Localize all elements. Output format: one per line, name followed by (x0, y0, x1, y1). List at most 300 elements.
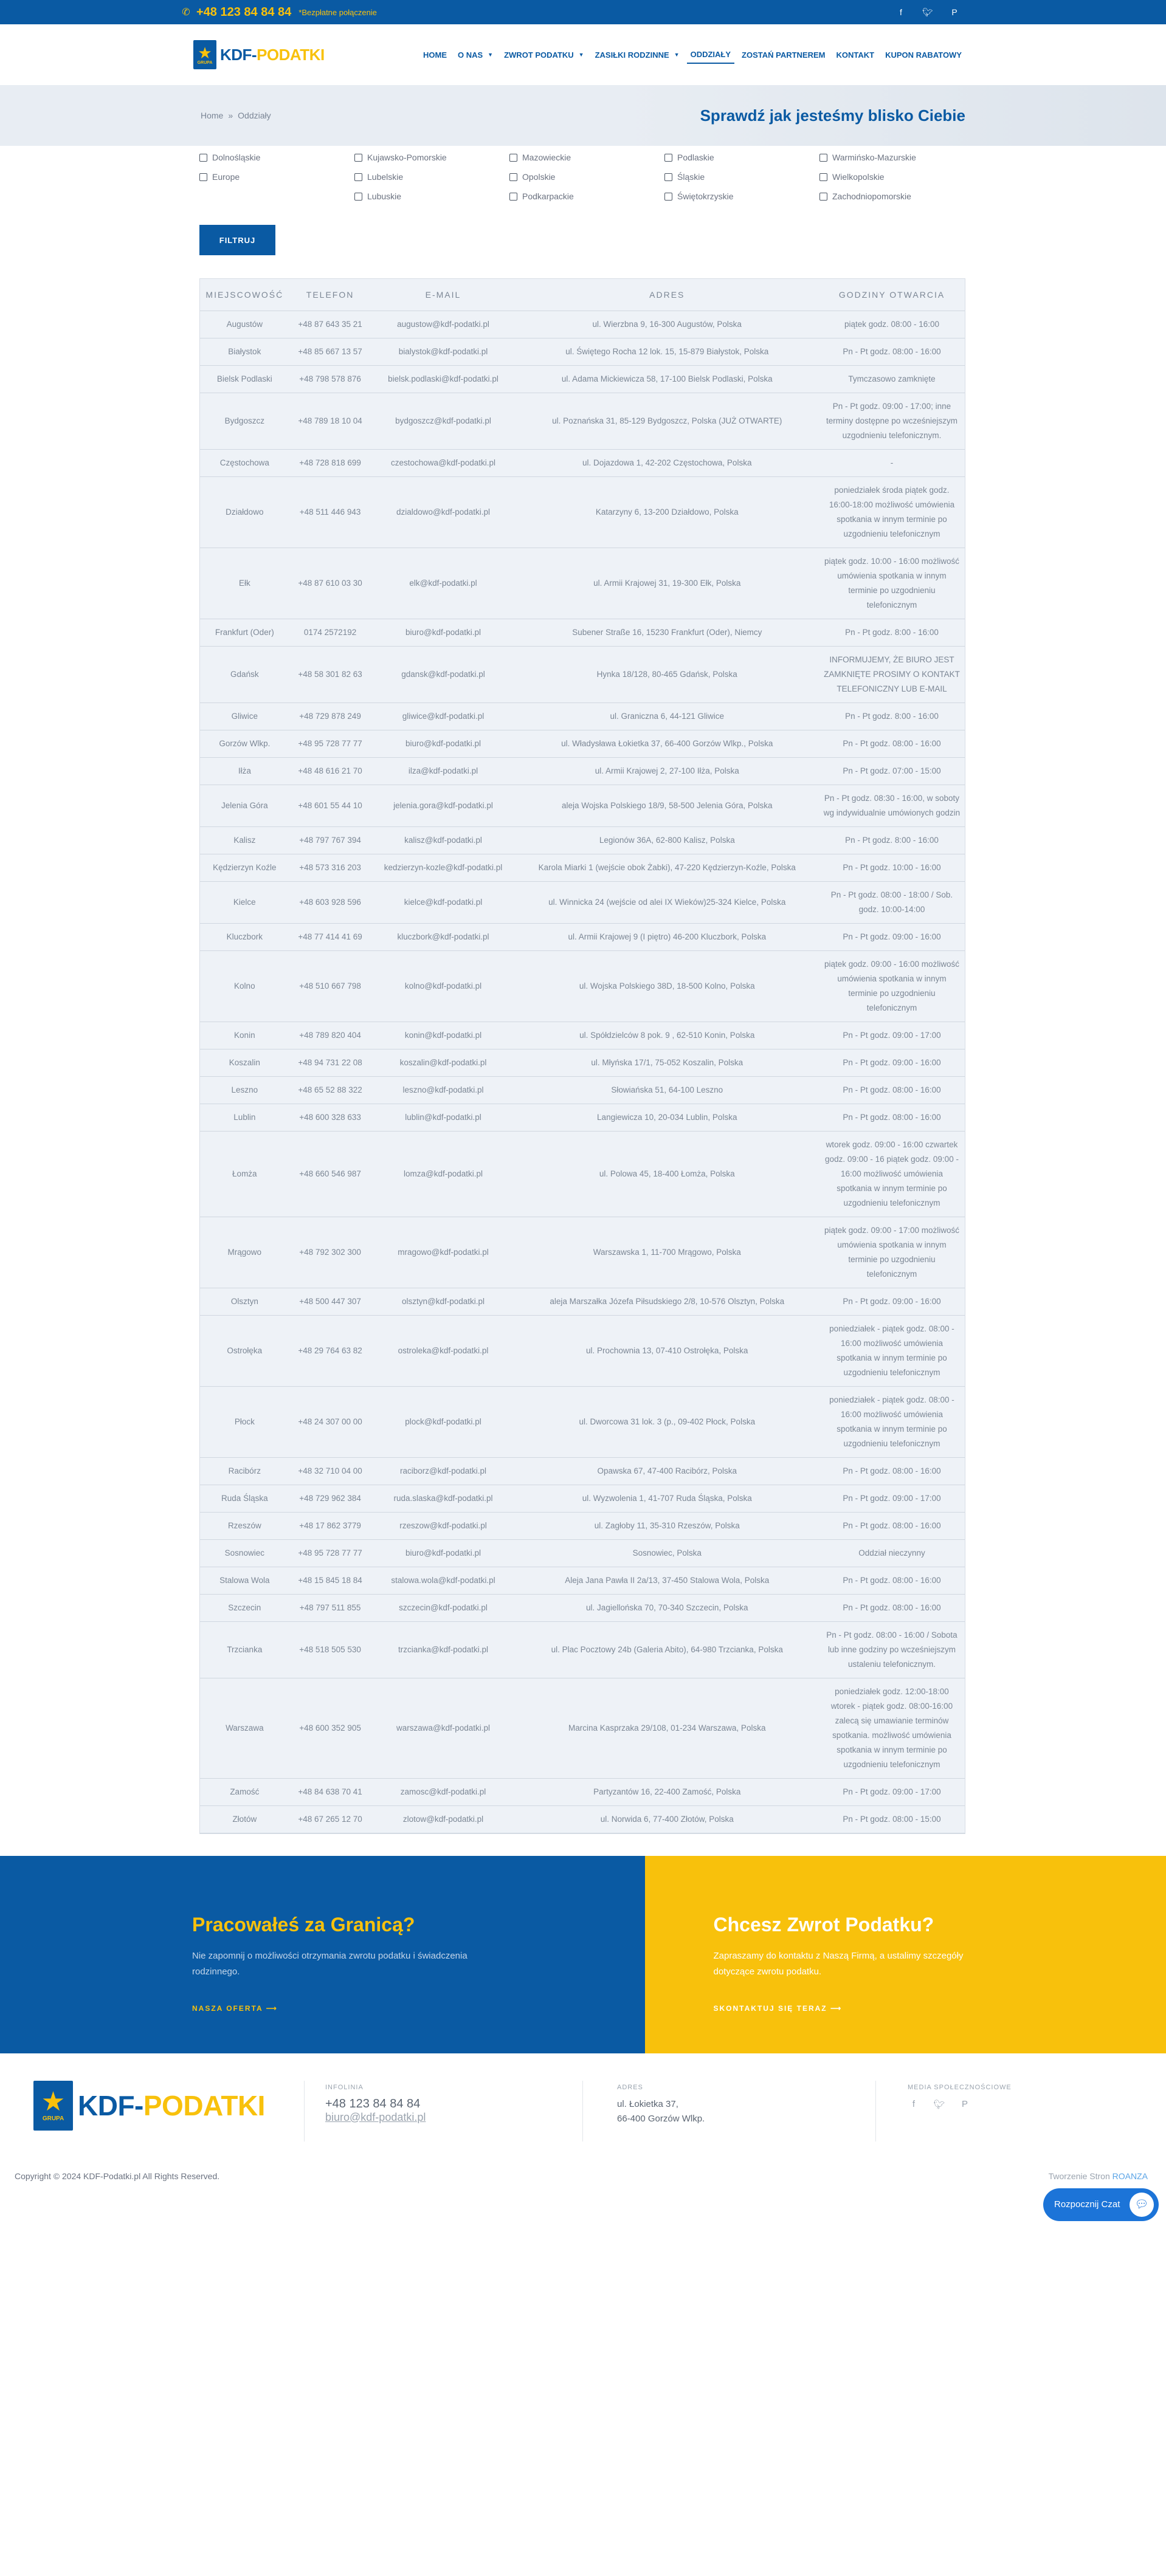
pinterest-icon[interactable]: P (951, 7, 957, 17)
cell-phone[interactable]: 0174 2572192 (289, 619, 371, 646)
cell-address: ul. Młyńska 17/1, 75-052 Koszalin, Polska (516, 1049, 819, 1076)
table-row (200, 365, 965, 393)
cell-email[interactable]: stalowa.wola@kdf-podatki.pl (371, 1567, 515, 1594)
filter-checkbox-4[interactable] (199, 151, 354, 164)
cell-hours: poniedziałek godz. 12:00-18:00 wtorek - piątek godz. 08:00-16:00 zalecą się umawianie terminów spotkania. możliwość umówienia spotkania w innym terminie po uzgodnieniu telefonicznym (819, 1678, 965, 1778)
footer-social (908, 2084, 1012, 2111)
table-row (200, 730, 965, 757)
footer-email[interactable]: biuro@kdf-podatki.pl (325, 2111, 426, 2123)
cell-city: Gorzów Wlkp. (200, 730, 289, 757)
table-row (200, 1049, 965, 1076)
top-social-links (894, 5, 961, 19)
cell-address: aleja Marszałka Józefa Piłsudskiego 2/8, 10-576 Olsztyn, Polska (516, 1288, 819, 1315)
region-filters (0, 146, 1166, 203)
table-row (200, 646, 965, 702)
cell-city: Mrągowo (200, 1217, 289, 1288)
cell-email[interactable]: konin@kdf-podatki.pl (371, 1022, 515, 1049)
filter-label: Zachodniopomorskie (832, 191, 911, 201)
cell-address: ul. Wierzbna 9, 16-300 Augustów, Polska (516, 311, 819, 338)
cell-city: Stalowa Wola (200, 1567, 289, 1594)
address-label: ADRES (617, 2083, 643, 2091)
filter-checkbox-12[interactable] (664, 190, 819, 203)
cell-city: Augustów (200, 311, 289, 338)
cell-address: Subener Straße 16, 15230 Frankfurt (Oder), Niemcy (516, 619, 819, 646)
footer-phone[interactable]: +48 123 84 84 84 (325, 2097, 421, 2111)
cell-phone[interactable]: +48 65 52 88 322 (289, 1076, 371, 1104)
cell-hours: Pn - Pt godz. 08:00 - 16:00 (819, 1512, 965, 1539)
cell-address: ul. Graniczna 6, 44-121 Gliwice (516, 702, 819, 730)
cell-email[interactable]: kluczbork@kdf-podatki.pl (371, 923, 515, 950)
cell-hours: Pn - Pt godz. 08:00 - 15:00 (819, 1805, 965, 1833)
filter-label: Podkarpackie (522, 191, 574, 201)
cell-hours: Pn - Pt godz. 08:00 - 16:00 (819, 1076, 965, 1104)
cell-email[interactable]: gdansk@kdf-podatki.pl (371, 646, 515, 702)
cell-phone[interactable]: +48 15 845 18 84 (289, 1567, 371, 1594)
cell-hours: Tymczasowo zamknięte (819, 365, 965, 393)
cell-phone[interactable]: +48 510 667 798 (289, 950, 371, 1022)
cell-phone[interactable]: +48 84 638 70 41 (289, 1778, 371, 1805)
checkbox-icon[interactable] (354, 173, 362, 181)
cell-email[interactable]: czestochowa@kdf-podatki.pl (371, 449, 515, 476)
cell-email[interactable]: kolno@kdf-podatki.pl (371, 950, 515, 1022)
cell-email[interactable]: bialystok@kdf-podatki.pl (371, 338, 515, 365)
filter-label: Kujawsko-Pomorskie (367, 153, 447, 162)
cell-email[interactable]: kedzierzyn-kozle@kdf-podatki.pl (371, 854, 515, 881)
facebook-icon[interactable]: f (912, 2099, 916, 2109)
table-row (200, 923, 965, 950)
table-row (200, 1621, 965, 1678)
filter-checkbox-13[interactable] (819, 190, 975, 203)
cell-email[interactable]: warszawa@kdf-podatki.pl (371, 1678, 515, 1778)
cta-abroad (0, 1856, 645, 2053)
filter-label: Lubuskie (367, 191, 402, 201)
cell-phone[interactable]: +48 603 928 596 (289, 881, 371, 923)
cell-hours: Pn - Pt godz. 09:00 - 16:00 (819, 923, 965, 950)
cta-section (0, 1856, 1166, 2053)
table-row (200, 548, 965, 619)
cell-city: Lublin (200, 1104, 289, 1131)
cell-hours: INFORMUJEMY, ŻE BIURO JEST ZAMKNIĘTE PROSIMY O KONTAKT TELEFONICZNY LUB E-MAIL (819, 646, 965, 702)
checkbox-icon[interactable] (509, 193, 517, 201)
cell-email[interactable]: augustow@kdf-podatki.pl (371, 311, 515, 338)
column-header: E-MAIL (371, 279, 515, 311)
cell-phone[interactable]: +48 789 18 10 04 (289, 393, 371, 449)
checkbox-icon[interactable] (509, 154, 517, 162)
filter-label: Dolnośląskie (212, 153, 261, 162)
cell-city: Kielce (200, 881, 289, 923)
cell-phone[interactable]: +48 600 352 905 (289, 1678, 371, 1778)
filter-checkbox-0[interactable] (354, 151, 509, 164)
cell-phone[interactable]: +48 789 820 404 (289, 1022, 371, 1049)
nav-item-7[interactable] (881, 47, 965, 63)
cell-email[interactable]: zamosc@kdf-podatki.pl (371, 1778, 515, 1805)
checkbox-icon[interactable] (664, 173, 672, 181)
checkbox-icon[interactable] (664, 193, 672, 201)
cell-email[interactable]: ilza@kdf-podatki.pl (371, 757, 515, 785)
cell-city: Warszawa (200, 1678, 289, 1778)
site-logo[interactable] (193, 40, 325, 69)
cell-hours: Pn - Pt godz. 08:00 - 16:00 (819, 338, 965, 365)
cell-phone[interactable]: +48 29 764 63 82 (289, 1315, 371, 1386)
nav-item-6[interactable] (833, 47, 878, 63)
filter-label: Europe (212, 172, 240, 182)
cell-city: Sosnowiec (200, 1539, 289, 1567)
cell-phone[interactable]: +48 67 265 12 70 (289, 1805, 371, 1833)
checkbox-icon[interactable] (819, 193, 827, 201)
table-row (200, 785, 965, 826)
cell-city: Szczecin (200, 1594, 289, 1621)
cell-hours: Pn - Pt godz. 09:00 - 16:00 (819, 1288, 965, 1315)
cell-email[interactable]: plock@kdf-podatki.pl (371, 1386, 515, 1457)
star-icon: ★ (41, 2087, 66, 2117)
filter-label: Świętokrzyskie (677, 191, 734, 201)
cell-phone[interactable]: +48 87 610 03 30 (289, 548, 371, 619)
table-row (200, 1485, 965, 1512)
nav-item-label: HOME (423, 50, 447, 60)
chat-bubble-icon: 💬︎ (1130, 2193, 1154, 2217)
table-row (200, 619, 965, 646)
cell-hours: poniedziałek - piątek godz. 08:00 - 16:00 możliwość umówienia spotkania w innym terminie po uzgodnieniu telefonicznym (819, 1315, 965, 1386)
cta-offer-link[interactable]: NASZA OFERTA ⟶ (192, 2004, 278, 2013)
cell-email[interactable]: gliwice@kdf-podatki.pl (371, 702, 515, 730)
cell-hours: poniedziałek - piątek godz. 08:00 - 16:00 możliwość umówienia spotkania w innym terminie po uzgodnieniu telefonicznym (819, 1386, 965, 1457)
copyright: Copyright © 2024 KDF-Podatki.pl All Rights Reserved. (15, 2171, 220, 2181)
checkbox-icon[interactable] (354, 154, 362, 162)
cell-phone[interactable]: +48 797 767 394 (289, 826, 371, 854)
cta-refund-text: Zapraszamy do kontaktu z Naszą Firmą, a ustalimy szczegóły dotyczące zwrotu podatku. (713, 1950, 964, 1977)
cell-address: Partyzantów 16, 22-400 Zamość, Polska (516, 1778, 819, 1805)
cell-hours: Pn - Pt godz. 09:00 - 17:00; inne terminy dostępne po wcześniejszym uzgodnieniu telefonicznym. (819, 393, 965, 449)
nav-item-label: ZWROT PODATKU (504, 50, 574, 60)
page-hero (0, 85, 1166, 146)
cell-city: Jelenia Góra (200, 785, 289, 826)
chat-widget-button[interactable] (1043, 2188, 1159, 2221)
cell-hours: Pn - Pt godz. 8:00 - 16:00 (819, 826, 965, 854)
cell-phone[interactable]: +48 94 731 22 08 (289, 1049, 371, 1076)
table-row (200, 1104, 965, 1131)
cell-email[interactable]: olsztyn@kdf-podatki.pl (371, 1288, 515, 1315)
checkbox-icon[interactable] (509, 173, 517, 181)
cell-city: Bydgoszcz (200, 393, 289, 449)
filter-button[interactable]: FILTRUJ (199, 225, 275, 255)
column-header: ADRES (516, 279, 819, 311)
table-row (200, 1217, 965, 1288)
cell-address: ul. Prochownia 13, 07-410 Ostrołęka, Polska (516, 1315, 819, 1386)
cell-address: ul. Świętego Rocha 12 lok. 15, 15-879 Białystok, Polska (516, 338, 819, 365)
cell-email[interactable]: dzialdowo@kdf-podatki.pl (371, 476, 515, 548)
phone-icon: ✆ (182, 7, 190, 18)
checkbox-icon[interactable] (199, 154, 207, 162)
cell-hours: Pn - Pt godz. 07:00 - 15:00 (819, 757, 965, 785)
cell-city: Ostrołęka (200, 1315, 289, 1386)
cell-email[interactable]: bielsk.podlaski@kdf-podatki.pl (371, 365, 515, 393)
arrow-right-icon: ⟶ (830, 2004, 843, 2013)
table-row (200, 449, 965, 476)
cell-address: ul. Armii Krajowej 9 (I piętro) 46-200 Kluczbork, Polska (516, 923, 819, 950)
cell-city: Racibórz (200, 1457, 289, 1485)
filter-empty (199, 190, 354, 203)
logo-emblem (193, 40, 216, 69)
filter-checkbox-5[interactable] (354, 170, 509, 184)
cell-address: Warszawska 1, 11-700 Mrągowo, Polska (516, 1217, 819, 1288)
checkbox-icon[interactable] (819, 154, 827, 162)
filter-checkbox-10[interactable] (354, 190, 509, 203)
cell-city: Olsztyn (200, 1288, 289, 1315)
cell-address: Aleja Jana Pawła II 2a/13, 37-450 Stalowa Wola, Polska (516, 1567, 819, 1594)
cell-phone[interactable]: +48 17 862 3779 (289, 1512, 371, 1539)
cell-address: ul. Winnicka 24 (wejście od alei IX Wieków)25-324 Kielce, Polska (516, 881, 819, 923)
filter-checkbox-8[interactable] (819, 170, 975, 184)
cell-hours: piątek godz. 09:00 - 16:00 możliwość umówienia spotkania w innym terminie po uzgodnieniu telefonicznym (819, 950, 965, 1022)
cell-address: ul. Polowa 45, 18-400 Łomża, Polska (516, 1131, 819, 1217)
cell-hours: Pn - Pt godz. 8:00 - 16:00 (819, 619, 965, 646)
cell-phone[interactable]: +48 32 710 04 00 (289, 1457, 371, 1485)
cell-email[interactable]: jelenia.gora@kdf-podatki.pl (371, 785, 515, 826)
facebook-icon[interactable]: f (900, 7, 902, 17)
table-row (200, 311, 965, 338)
cell-address: Karola Miarki 1 (wejście obok Żabki), 47-220 Kędzierzyn-Koźle, Polska (516, 854, 819, 881)
cell-email[interactable]: trzcianka@kdf-podatki.pl (371, 1621, 515, 1678)
cell-address: Legionów 36A, 62-800 Kalisz, Polska (516, 826, 819, 854)
cell-hours: piątek godz. 09:00 - 17:00 możliwość umówienia spotkania w innym terminie po uzgodnieniu telefonicznym (819, 1217, 965, 1288)
site-footer (0, 2053, 1166, 2242)
cell-email[interactable]: biuro@kdf-podatki.pl (371, 730, 515, 757)
pinterest-icon[interactable]: P (961, 2099, 968, 2109)
cell-hours: Pn - Pt godz. 08:00 - 18:00 / Sob. godz. 10:00-14:00 (819, 881, 965, 923)
social-label: MEDIA SPOŁECZNOŚCIOWE (908, 2083, 1012, 2091)
cell-hours: Pn - Pt godz. 08:00 - 16:00 (819, 1457, 965, 1485)
cell-city: Ełk (200, 548, 289, 619)
cell-phone[interactable]: +48 48 616 21 70 (289, 757, 371, 785)
cta-refund (645, 1856, 1166, 2053)
cell-email[interactable]: raciborz@kdf-podatki.pl (371, 1457, 515, 1485)
cell-address: Langiewicza 10, 20-034 Lublin, Polska (516, 1104, 819, 1131)
cell-phone[interactable]: +48 600 328 633 (289, 1104, 371, 1131)
cell-city: Płock (200, 1386, 289, 1457)
cell-phone[interactable]: +48 797 511 855 (289, 1594, 371, 1621)
table-row (200, 702, 965, 730)
cell-address: Marcina Kasprzaka 29/108, 01-234 Warszawa, Polska (516, 1678, 819, 1778)
table-row (200, 1594, 965, 1621)
cell-hours: wtorek godz. 09:00 - 16:00 czwartek godz. 09:00 - 16 piątek godz. 09:00 - 16:00 możliwość umówienia spotkania w innym terminie po uzgodnieniu telefonicznym (819, 1131, 965, 1217)
breadcrumb-home[interactable]: Home (201, 111, 224, 120)
top-bar-contact (181, 5, 377, 19)
nav-item-label: KUPON RABATOWY (885, 50, 962, 60)
cell-address: ul. Armii Krajowej 31, 19-300 Ełk, Polska (516, 548, 819, 619)
credit-link[interactable]: ROANZA (1112, 2171, 1148, 2181)
table-row (200, 1678, 965, 1778)
cell-email[interactable]: lomza@kdf-podatki.pl (371, 1131, 515, 1217)
nav-item-label: O NAS (458, 50, 483, 60)
nav-item-0[interactable] (419, 47, 450, 63)
cell-phone[interactable]: +48 792 302 300 (289, 1217, 371, 1288)
cell-phone[interactable]: +48 518 505 530 (289, 1621, 371, 1678)
cell-phone[interactable]: +48 729 878 249 (289, 702, 371, 730)
cell-hours: Pn - Pt godz. 08:00 - 16:00 (819, 1594, 965, 1621)
filter-label: Śląskie (677, 172, 705, 182)
nav-item-1[interactable] (454, 47, 497, 63)
top-bar (0, 0, 1166, 24)
cell-address: Opawska 67, 47-400 Racibórz, Polska (516, 1457, 819, 1485)
cell-hours: Oddział nieczynny (819, 1539, 965, 1567)
cell-phone[interactable]: +48 58 301 82 63 (289, 646, 371, 702)
cell-city: Łomża (200, 1131, 289, 1217)
cell-address: Katarzyny 6, 13-200 Działdowo, Polska (516, 476, 819, 548)
nav-item-4[interactable] (687, 46, 734, 64)
cell-hours: poniedziałek środa piątek godz. 16:00-18:00 możliwość umówienia spotkania w innym terminie po uzgodnieniu telefonicznym (819, 476, 965, 548)
cell-phone[interactable]: +48 573 316 203 (289, 854, 371, 881)
nav-item-label: KONTAKT (836, 50, 875, 60)
cell-email[interactable]: szczecin@kdf-podatki.pl (371, 1594, 515, 1621)
table-row (200, 338, 965, 365)
cell-address: ul. Dojazdowa 1, 42-202 Częstochowa, Polska (516, 449, 819, 476)
filter-checkbox-1[interactable] (509, 151, 664, 164)
twitter-icon[interactable]: 🐦︎ (933, 2099, 945, 2110)
table-row (200, 1288, 965, 1315)
filter-checkbox-7[interactable] (664, 170, 819, 184)
cell-email[interactable]: elk@kdf-podatki.pl (371, 548, 515, 619)
cell-hours: Pn - Pt godz. 09:00 - 17:00 (819, 1485, 965, 1512)
column-header: GODZINY OTWARCIA (819, 279, 965, 311)
cell-email[interactable]: leszno@kdf-podatki.pl (371, 1076, 515, 1104)
table-row (200, 950, 965, 1022)
cell-phone[interactable]: +48 85 667 13 57 (289, 338, 371, 365)
checkbox-icon[interactable] (664, 154, 672, 162)
twitter-icon[interactable]: 🐦︎ (922, 7, 933, 17)
cell-address: ul. Wojska Polskiego 38D, 18-500 Kolno, Polska (516, 950, 819, 1022)
cell-phone[interactable]: +48 87 643 35 21 (289, 311, 371, 338)
chevron-down-icon: ▼ (488, 52, 494, 58)
cell-hours: piątek godz. 08:00 - 16:00 (819, 311, 965, 338)
cell-city: Leszno (200, 1076, 289, 1104)
table-row (200, 1315, 965, 1386)
cell-address: Słowiańska 51, 64-100 Leszno (516, 1076, 819, 1104)
cell-phone[interactable]: +48 601 55 44 10 (289, 785, 371, 826)
table-header-row (200, 279, 965, 311)
cell-email[interactable]: kalisz@kdf-podatki.pl (371, 826, 515, 854)
table-row (200, 854, 965, 881)
chat-label: Rozpocznij Czat (1054, 2199, 1120, 2210)
nav-item-3[interactable] (592, 47, 683, 63)
cell-city: Kluczbork (200, 923, 289, 950)
cell-email[interactable]: rzeszow@kdf-podatki.pl (371, 1512, 515, 1539)
cell-city: Częstochowa (200, 449, 289, 476)
cell-email[interactable]: biuro@kdf-podatki.pl (371, 1539, 515, 1567)
star-icon: ★ (198, 43, 212, 62)
cell-email[interactable]: biuro@kdf-podatki.pl (371, 619, 515, 646)
logo-grupa-text: GRUPA (42, 2115, 64, 2122)
cell-phone[interactable]: +48 729 962 384 (289, 1485, 371, 1512)
cell-hours: Pn - Pt godz. 08:00 - 16:00 (819, 1104, 965, 1131)
footer-address (617, 2084, 705, 2126)
cell-phone[interactable]: +48 95 728 77 77 (289, 730, 371, 757)
filter-checkbox-2[interactable] (664, 151, 819, 164)
cell-email[interactable]: kielce@kdf-podatki.pl (371, 881, 515, 923)
cell-phone[interactable]: +48 511 446 943 (289, 476, 371, 548)
filter-label: Opolskie (522, 172, 556, 182)
hotline-label: INFOLINIA (325, 2083, 364, 2091)
table-row (200, 757, 965, 785)
nav-item-label: ODDZIAŁY (690, 49, 731, 59)
cell-email[interactable]: ruda.slaska@kdf-podatki.pl (371, 1485, 515, 1512)
table-row (200, 476, 965, 548)
cell-phone[interactable]: +48 24 307 00 00 (289, 1386, 371, 1457)
filter-checkbox-11[interactable] (509, 190, 664, 203)
cell-address: ul. Dworcowa 31 lok. 3 (p., 09-402 Płock, Polska (516, 1386, 819, 1457)
cell-phone[interactable]: +48 95 728 77 77 (289, 1539, 371, 1567)
cell-city: Kolno (200, 950, 289, 1022)
cell-hours: Pn - Pt godz. 08:00 - 16:00 (819, 1567, 965, 1594)
footer-logo[interactable] (33, 2081, 265, 2131)
nav-item-2[interactable] (500, 47, 588, 63)
nav-item-5[interactable] (738, 47, 829, 63)
cell-phone[interactable]: +48 660 546 987 (289, 1131, 371, 1217)
footer-divider (304, 2081, 305, 2142)
cell-hours: Pn - Pt godz. 08:00 - 16:00 / Sobota lub inne godziny po wcześniejszym ustaleniu telefonicznym. (819, 1621, 965, 1678)
table-row (200, 1778, 965, 1805)
cell-email[interactable]: bydgoszcz@kdf-podatki.pl (371, 393, 515, 449)
breadcrumb-current: Oddziały (238, 111, 271, 120)
cell-phone[interactable]: +48 798 578 876 (289, 365, 371, 393)
cell-phone[interactable]: +48 500 447 307 (289, 1288, 371, 1315)
cell-city: Bielsk Podlaski (200, 365, 289, 393)
cell-city: Gdańsk (200, 646, 289, 702)
filter-checkbox-9[interactable] (199, 170, 354, 184)
table-row (200, 1457, 965, 1485)
cell-hours: piątek godz. 10:00 - 16:00 możliwość umówienia spotkania w innym terminie po uzgodnieniu telefonicznym (819, 548, 965, 619)
checkbox-icon[interactable] (819, 173, 827, 181)
logo-wordmark: KDF-PODATKI (220, 45, 325, 64)
cell-hours: Pn - Pt godz. 08:30 - 16:00, w soboty wg indywidualnie umówionych godzin (819, 785, 965, 826)
filter-label: Warmińsko-Mazurskie (832, 153, 916, 162)
cta-abroad-text: Nie zapomnij o możliwości otrzymania zwrotu podatku i świadczenia rodzinnego. (192, 1950, 467, 1977)
cell-email[interactable]: zlotow@kdf-podatki.pl (371, 1805, 515, 1833)
nav-item-label: ZOSTAŃ PARTNEREM (742, 50, 826, 60)
table-row (200, 1131, 965, 1217)
page-title: Sprawdź jak jesteśmy blisko Ciebie (700, 106, 965, 125)
cell-email[interactable]: lublin@kdf-podatki.pl (371, 1104, 515, 1131)
logo-grupa-text: GRUPA (197, 60, 213, 65)
cell-hours: Pn - Pt godz. 08:00 - 16:00 (819, 730, 965, 757)
filter-label: Mazowieckie (522, 153, 571, 162)
cell-email[interactable]: mragowo@kdf-podatki.pl (371, 1217, 515, 1288)
cell-address: ul. Zagłoby 11, 35-310 Rzeszów, Polska (516, 1512, 819, 1539)
free-call-note: *Bezpłatne połączenie (298, 7, 377, 17)
chevron-down-icon: ▼ (674, 52, 680, 58)
cell-city: Konin (200, 1022, 289, 1049)
cell-address: ul. Władysława Łokietka 37, 66-400 Gorzów Wlkp., Polska (516, 730, 819, 757)
table-row (200, 1539, 965, 1567)
checkbox-icon[interactable] (199, 173, 207, 181)
cell-email[interactable]: koszalin@kdf-podatki.pl (371, 1049, 515, 1076)
cell-email[interactable]: ostroleka@kdf-podatki.pl (371, 1315, 515, 1386)
footer-divider (582, 2081, 583, 2142)
filter-checkbox-6[interactable] (509, 170, 664, 184)
cta-contact-link[interactable]: SKONTAKTUJ SIĘ TERAZ ⟶ (713, 2004, 843, 2013)
chevron-down-icon: ▼ (578, 52, 584, 58)
cell-hours: Pn - Pt godz. 09:00 - 17:00 (819, 1778, 965, 1805)
breadcrumb-separator: » (228, 111, 233, 120)
filter-checkbox-3[interactable] (819, 151, 975, 164)
checkbox-icon[interactable] (354, 193, 362, 201)
cell-phone[interactable]: +48 728 818 699 (289, 449, 371, 476)
cell-phone[interactable]: +48 77 414 41 69 (289, 923, 371, 950)
top-phone-number[interactable]: +48 123 84 84 84 (196, 5, 292, 19)
cell-city: Frankfurt (Oder) (200, 619, 289, 646)
cell-city: Ruda Śląska (200, 1485, 289, 1512)
table-row (200, 1076, 965, 1104)
cell-address: ul. Spółdzielców 8 pok. 9 , 62-510 Konin, Polska (516, 1022, 819, 1049)
